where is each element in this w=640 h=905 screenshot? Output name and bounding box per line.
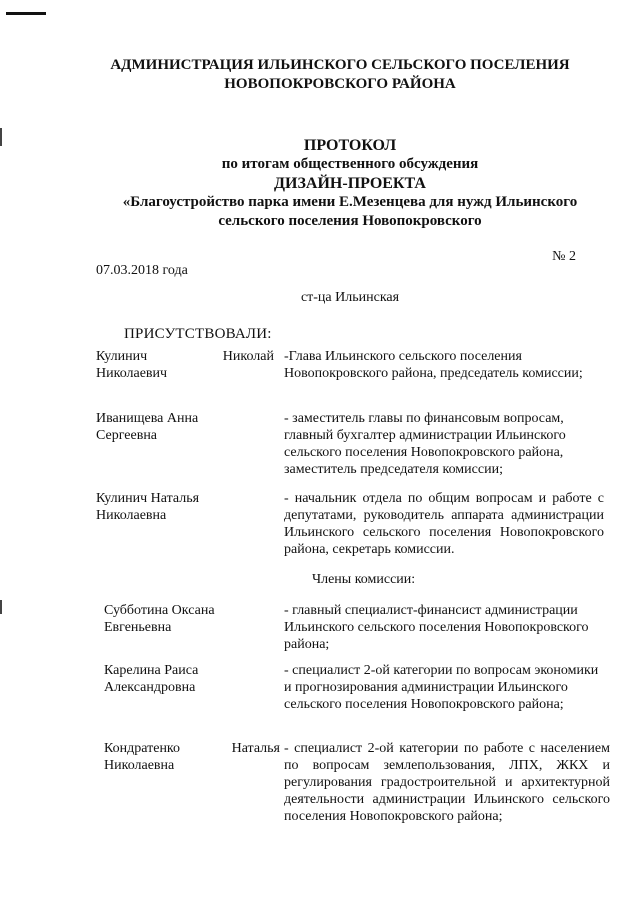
attendee-name: [96, 348, 274, 382]
project-name-line-1: «Благоустройство парка имени Е.Мезенцева для нужд Ильинского: [122, 194, 578, 210]
attendee-name: Карелина Раиса Александровна: [104, 663, 199, 695]
attendee-name: [104, 740, 280, 774]
attendee-surname: Кондратенко: [104, 741, 181, 756]
attendee-patronymic: Николаевна: [104, 758, 175, 773]
doc-type: ПРОТОКОЛ: [303, 137, 397, 154]
protocol-date: 07.03.2018 года: [96, 263, 188, 278]
doc-subtitle: по итогам общественного обсуждения: [221, 156, 479, 172]
attendee-firstname: Николай: [222, 349, 274, 364]
doc-project: ДИЗАЙН-ПРОЕКТА: [274, 175, 426, 192]
document-title: [90, 136, 610, 231]
organization-line-1: АДМИНИСТРАЦИЯ ИЛЬИНСКОГО СЕЛЬСКОГО ПОСЕЛЕНИЯ: [110, 57, 570, 73]
attendee-name: Иванищева Анна Сергеевна: [96, 411, 199, 443]
attendee-role: - начальник отдела по общим вопросам и работе с депутатами, руководитель аппарата администрации Ильинского сельского поселения Новопокровского района, секретарь комиссии.: [284, 491, 604, 557]
scan-edge-mark: [0, 128, 2, 146]
attendee-role: - главный специалист-финансист администрации Ильинского сельского поселения Новопокровского района;: [284, 603, 589, 652]
project-name-line-2: сельского поселения Новопокровского: [218, 213, 482, 229]
attendee-role: - специалист 2-ой категории по работе с населением по вопросам землепользования, ЛПХ, ЖКХ и регулирования градостроительной и архитектурной деятельности администрации Ильинского сельского поселения Новопокровского района;: [284, 741, 610, 824]
attendee-surname: Кулинич: [96, 349, 148, 364]
attendee-patronymic: Николаевич: [96, 366, 168, 381]
attendee-name: Кулинич Наталья Николаевна: [96, 491, 200, 523]
scan-edge-mark: [0, 600, 2, 614]
attendee-role: - специалист 2-ой категории по вопросам экономики и прогнозирования администрации Ильинского сельского поселения Новопокровского района;: [284, 663, 599, 712]
scan-mark: [6, 12, 46, 15]
protocol-number: № 2: [552, 249, 576, 264]
attendee-firstname: Наталья: [231, 741, 280, 756]
attendee-role: -Глава Ильинского сельского поселения Новопокровского района, председатель комиссии;: [284, 349, 583, 381]
organization-header: [60, 56, 620, 94]
attendee-role: - заместитель главы по финансовым вопросам, главный бухгалтер администрации Ильинского сельского поселения Новопокровского района, заместитель председателя комиссии;: [284, 411, 566, 477]
organization-line-2: НОВОПОКРОВСКОГО РАЙОНА: [224, 76, 456, 92]
members-heading: Члены комиссии:: [312, 572, 416, 587]
attendee-name: Субботина Оксана Евгеньевна: [104, 603, 215, 635]
present-heading: ПРИСУТСТВОВАЛИ:: [124, 326, 272, 342]
protocol-place: ст-ца Ильинская: [300, 290, 400, 305]
